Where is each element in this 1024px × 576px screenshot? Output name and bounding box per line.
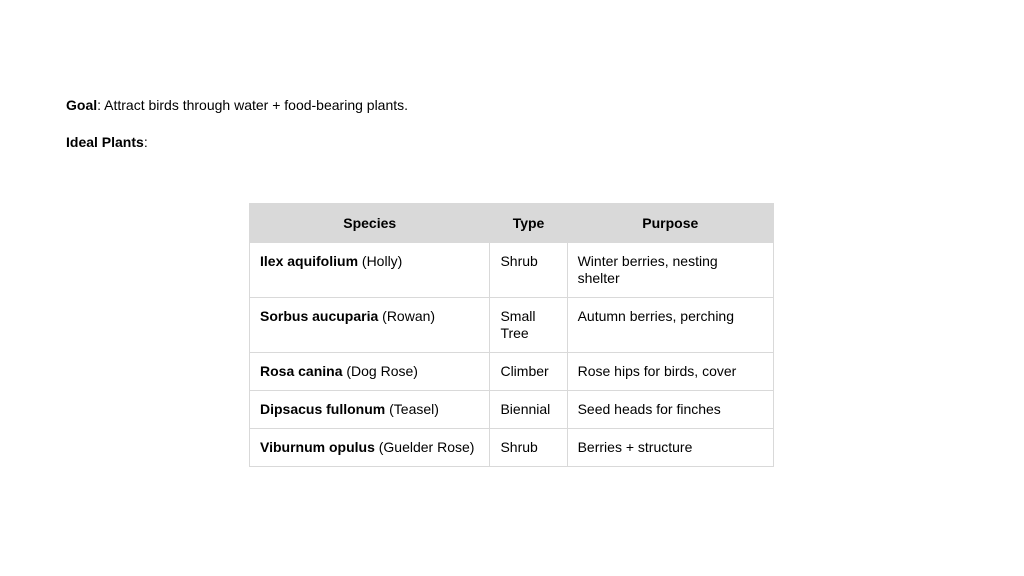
species-latin: Sorbus aucuparia — [260, 308, 379, 324]
goal-separator: : — [97, 97, 102, 113]
species-cell — [250, 429, 490, 467]
type-cell: Shrub — [490, 243, 567, 298]
table-row — [250, 298, 774, 353]
species-cell — [250, 353, 490, 391]
table-row — [250, 429, 774, 467]
type-cell: Small Tree — [490, 298, 567, 353]
ideal-plants-line — [66, 133, 148, 151]
species-cell — [250, 391, 490, 429]
table-row — [250, 353, 774, 391]
purpose-cell: Autumn berries, perching — [567, 298, 773, 353]
ideal-plants-label: Ideal Plants — [66, 134, 144, 150]
species-latin: Viburnum opulus — [260, 439, 375, 455]
species-common: (Holly) — [358, 253, 403, 269]
species-cell — [250, 243, 490, 298]
type-cell: Biennial — [490, 391, 567, 429]
species-latin: Rosa canina — [260, 363, 343, 379]
species-common: (Teasel) — [385, 401, 439, 417]
type-cell: Climber — [490, 353, 567, 391]
purpose-cell: Winter berries, nesting shelter — [567, 243, 773, 298]
table-header-row — [250, 204, 774, 243]
species-latin: Ilex aquifolium — [260, 253, 359, 269]
species-cell — [250, 298, 490, 353]
species-common: (Dog Rose) — [342, 363, 418, 379]
ideal-plants-separator: : — [143, 134, 148, 150]
species-common: (Guelder Rose) — [374, 439, 475, 455]
goal-line — [66, 96, 408, 114]
purpose-cell: Rose hips for birds, cover — [567, 353, 773, 391]
type-cell: Shrub — [490, 429, 567, 467]
table-row — [250, 391, 774, 429]
header-species: Species — [250, 204, 490, 243]
plants-table — [249, 203, 774, 467]
goal-text: Attract birds through water + food-bearing plants. — [101, 97, 409, 113]
species-latin: Dipsacus fullonum — [260, 401, 386, 417]
species-common: (Rowan) — [378, 308, 436, 324]
purpose-cell: Berries + structure — [567, 429, 773, 467]
header-type: Type — [490, 204, 567, 243]
table-row — [250, 243, 774, 298]
header-purpose: Purpose — [567, 204, 773, 243]
purpose-cell: Seed heads for finches — [567, 391, 773, 429]
goal-label: Goal — [66, 97, 98, 113]
